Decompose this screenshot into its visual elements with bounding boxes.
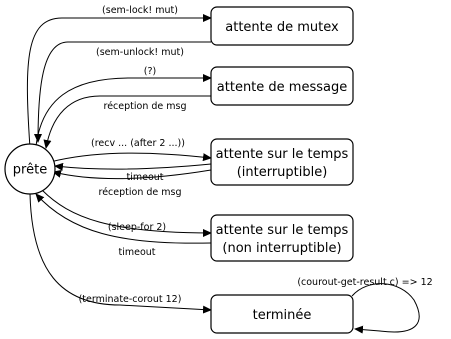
state-finished-label: terminée [252,308,312,323]
state-time-wait-non-interruptible-line1: attente sur le temps [215,223,349,238]
state-mutex-wait [211,7,353,45]
state-finished [211,295,353,333]
edge-get-result-loop [352,284,419,332]
state-time-wait-non-interruptible-line2: (non interruptible) [222,241,342,256]
label-sem-unlock: (sem-unlock! mut) [96,47,184,58]
label-timeout-2: timeout [118,247,156,258]
label-msg-reception-2: réception de msg [98,187,182,198]
edge-timeout-2 [36,194,211,243]
label-timeout-1: timeout [126,172,164,183]
state-time-wait-interruptible [211,139,353,185]
state-time-wait-interruptible-line1: attente sur le temps [215,147,349,162]
label-msg-reception-1: réception de msg [103,101,187,112]
state-time-wait-interruptible-line2: (interruptible) [236,165,328,180]
label-sem-lock: (sem-lock! mut) [102,5,178,16]
state-time-wait-non-interruptible [211,215,353,261]
state-message-wait [211,67,353,105]
label-recv-after: (recv ... (after 2 ...)) [91,138,185,149]
label-sleep-for: (sleep-for 2) [107,222,167,233]
state-ready-label: prête [12,162,48,178]
state-message-wait-label: attente de message [216,80,348,95]
label-get-result: (courout-get-result c) => 12 [297,277,433,288]
label-question: (?) [143,66,157,77]
edge-timeout-1 [55,164,211,169]
state-ready [5,144,55,194]
edge-sem-lock [27,18,211,148]
state-mutex-wait-label: attente de mutex [225,20,339,35]
label-terminate: (terminate-corout 12) [78,294,182,305]
edge-recv-after [50,153,211,162]
